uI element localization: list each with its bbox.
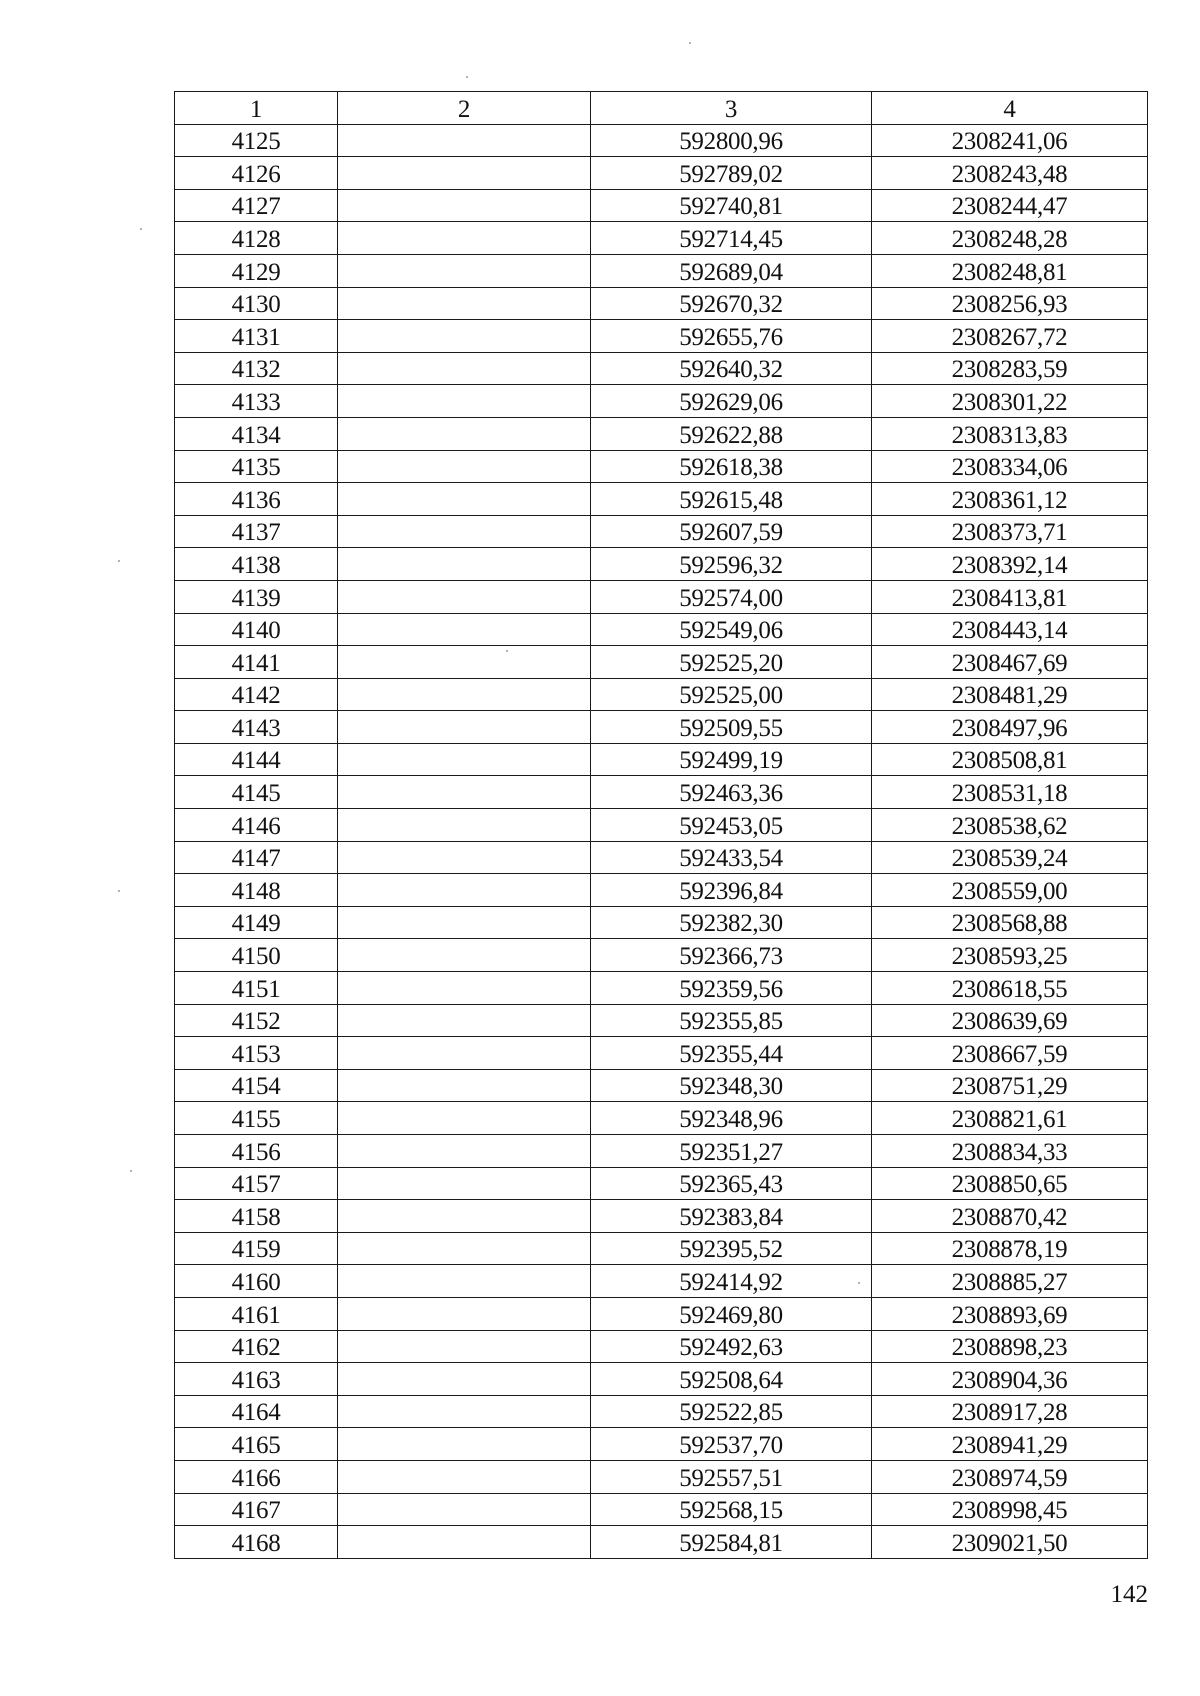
table-row (175, 874, 1148, 907)
table-row (175, 548, 1148, 581)
coordinate-y-cell: 2308497,96 (872, 711, 1148, 744)
point-number-cell: 4168 (175, 1526, 338, 1559)
point-number-cell: 4145 (175, 776, 338, 809)
table-row (175, 1363, 1148, 1396)
coordinate-y-cell: 2308885,27 (872, 1265, 1148, 1298)
coordinate-y-cell: 2308538,62 (872, 809, 1148, 842)
coordinate-x-cell: 592463,36 (591, 776, 872, 809)
table-row (175, 1526, 1148, 1559)
point-number-cell: 4153 (175, 1037, 338, 1070)
description-cell (338, 1330, 591, 1363)
table-row (175, 906, 1148, 939)
coordinate-y-cell: 2308917,28 (872, 1395, 1148, 1428)
coordinate-x-cell: 592596,32 (591, 548, 872, 581)
description-cell (338, 287, 591, 320)
table-row (175, 1004, 1148, 1037)
point-number-cell: 4137 (175, 515, 338, 548)
description-cell (338, 1135, 591, 1168)
table-header (175, 92, 1148, 125)
description-cell (338, 157, 591, 190)
coordinates-table (174, 91, 1148, 1559)
point-number-cell: 4160 (175, 1265, 338, 1298)
description-cell (338, 1395, 591, 1428)
coordinate-y-cell: 2308893,69 (872, 1297, 1148, 1330)
table-row (175, 254, 1148, 287)
table-row (175, 1102, 1148, 1135)
coordinate-x-cell: 592492,63 (591, 1330, 872, 1363)
table-row (175, 939, 1148, 972)
description-cell (338, 809, 591, 842)
description-cell (338, 1037, 591, 1070)
table-row (175, 972, 1148, 1005)
coordinate-y-cell: 2309021,50 (872, 1526, 1148, 1559)
description-cell (338, 515, 591, 548)
description-cell (338, 776, 591, 809)
point-number-cell: 4136 (175, 483, 338, 516)
description-cell (338, 646, 591, 679)
point-number-cell: 4134 (175, 417, 338, 450)
description-cell (338, 450, 591, 483)
coordinate-x-cell: 592537,70 (591, 1428, 872, 1461)
coordinate-y-cell: 2308834,33 (872, 1135, 1148, 1168)
point-number-cell: 4157 (175, 1167, 338, 1200)
scan-speck (506, 650, 508, 652)
coordinate-x-cell: 592382,30 (591, 906, 872, 939)
coordinate-y-cell: 2308443,14 (872, 613, 1148, 646)
table-row (175, 809, 1148, 842)
table-row (175, 385, 1148, 418)
coordinate-x-cell: 592522,85 (591, 1395, 872, 1428)
table-row (175, 287, 1148, 320)
coordinate-x-cell: 592525,00 (591, 678, 872, 711)
table-row (175, 1167, 1148, 1200)
description-cell (338, 1167, 591, 1200)
table-row (175, 1069, 1148, 1102)
description-cell (338, 1460, 591, 1493)
description-cell (338, 906, 591, 939)
point-number-cell: 4126 (175, 157, 338, 190)
table-row (175, 646, 1148, 679)
coordinate-y-cell: 2308256,93 (872, 287, 1148, 320)
table-row (175, 1460, 1148, 1493)
table-row (175, 613, 1148, 646)
coordinate-y-cell: 2308283,59 (872, 352, 1148, 385)
table-row (175, 580, 1148, 613)
description-cell (338, 483, 591, 516)
column-header-2: 2 (338, 92, 591, 125)
description-cell (338, 939, 591, 972)
point-number-cell: 4130 (175, 287, 338, 320)
coordinate-y-cell: 2308361,12 (872, 483, 1148, 516)
description-cell (338, 1004, 591, 1037)
coordinate-y-cell: 2308898,23 (872, 1330, 1148, 1363)
scan-speck (858, 1282, 860, 1284)
column-header-1: 1 (175, 92, 338, 125)
coordinate-y-cell: 2308618,55 (872, 972, 1148, 1005)
coordinate-y-cell: 2308751,29 (872, 1069, 1148, 1102)
coordinate-x-cell: 592607,59 (591, 515, 872, 548)
point-number-cell: 4163 (175, 1363, 338, 1396)
description-cell (338, 841, 591, 874)
table-row (175, 1232, 1148, 1265)
coordinate-x-cell: 592800,96 (591, 124, 872, 157)
point-number-cell: 4161 (175, 1297, 338, 1330)
scan-speck (130, 1170, 132, 1172)
coordinate-y-cell: 2308850,65 (872, 1167, 1148, 1200)
point-number-cell: 4128 (175, 222, 338, 255)
table-row (175, 515, 1148, 548)
scan-speck (466, 76, 468, 78)
description-cell (338, 189, 591, 222)
point-number-cell: 4158 (175, 1200, 338, 1233)
point-number-cell: 4144 (175, 743, 338, 776)
point-number-cell: 4149 (175, 906, 338, 939)
point-number-cell: 4129 (175, 254, 338, 287)
coordinate-y-cell: 2308639,69 (872, 1004, 1148, 1037)
description-cell (338, 580, 591, 613)
coordinate-x-cell: 592509,55 (591, 711, 872, 744)
description-cell (338, 678, 591, 711)
point-number-cell: 4150 (175, 939, 338, 972)
coordinate-x-cell: 592351,27 (591, 1135, 872, 1168)
coordinate-y-cell: 2308373,71 (872, 515, 1148, 548)
description-cell (338, 1069, 591, 1102)
column-header-4: 4 (872, 92, 1148, 125)
coordinate-y-cell: 2308334,06 (872, 450, 1148, 483)
coordinate-x-cell: 592469,80 (591, 1297, 872, 1330)
coordinate-x-cell: 592383,84 (591, 1200, 872, 1233)
description-cell (338, 124, 591, 157)
point-number-cell: 4159 (175, 1232, 338, 1265)
point-number-cell: 4143 (175, 711, 338, 744)
table-row (175, 678, 1148, 711)
point-number-cell: 4152 (175, 1004, 338, 1037)
coordinate-x-cell: 592525,20 (591, 646, 872, 679)
coordinate-x-cell: 592355,44 (591, 1037, 872, 1070)
coordinate-y-cell: 2308313,83 (872, 417, 1148, 450)
coordinate-y-cell: 2308593,25 (872, 939, 1148, 972)
description-cell (338, 352, 591, 385)
point-number-cell: 4133 (175, 385, 338, 418)
point-number-cell: 4151 (175, 972, 338, 1005)
coordinate-x-cell: 592348,96 (591, 1102, 872, 1135)
description-cell (338, 1363, 591, 1396)
coordinate-x-cell: 592740,81 (591, 189, 872, 222)
point-number-cell: 4139 (175, 580, 338, 613)
scan-speck (118, 890, 120, 892)
header-row (175, 92, 1148, 125)
point-number-cell: 4164 (175, 1395, 338, 1428)
coordinate-x-cell: 592568,15 (591, 1493, 872, 1526)
scan-speck (689, 42, 691, 44)
coordinate-x-cell: 592629,06 (591, 385, 872, 418)
point-number-cell: 4127 (175, 189, 338, 222)
coordinate-x-cell: 592499,19 (591, 743, 872, 776)
point-number-cell: 4155 (175, 1102, 338, 1135)
point-number-cell: 4154 (175, 1069, 338, 1102)
table-row (175, 1493, 1148, 1526)
coordinate-y-cell: 2308243,48 (872, 157, 1148, 190)
coordinate-y-cell: 2308301,22 (872, 385, 1148, 418)
coordinate-x-cell: 592348,30 (591, 1069, 872, 1102)
coordinate-x-cell: 592655,76 (591, 320, 872, 353)
coordinate-y-cell: 2308878,19 (872, 1232, 1148, 1265)
coordinate-y-cell: 2308998,45 (872, 1493, 1148, 1526)
point-number-cell: 4140 (175, 613, 338, 646)
point-number-cell: 4135 (175, 450, 338, 483)
table-row (175, 1395, 1148, 1428)
point-number-cell: 4165 (175, 1428, 338, 1461)
coordinate-x-cell: 592574,00 (591, 580, 872, 613)
description-cell (338, 972, 591, 1005)
scan-speck (118, 560, 120, 562)
description-cell (338, 222, 591, 255)
coordinate-y-cell: 2308248,28 (872, 222, 1148, 255)
coordinate-y-cell: 2308904,36 (872, 1363, 1148, 1396)
description-cell (338, 417, 591, 450)
coordinate-x-cell: 592414,92 (591, 1265, 872, 1298)
coordinate-x-cell: 592670,32 (591, 287, 872, 320)
coordinate-x-cell: 592615,48 (591, 483, 872, 516)
table-row (175, 1135, 1148, 1168)
table-row (175, 776, 1148, 809)
point-number-cell: 4142 (175, 678, 338, 711)
table-row (175, 1037, 1148, 1070)
coordinate-x-cell: 592618,38 (591, 450, 872, 483)
point-number-cell: 4131 (175, 320, 338, 353)
coordinate-y-cell: 2308392,14 (872, 548, 1148, 581)
table-row (175, 1428, 1148, 1461)
scan-speck (140, 228, 142, 230)
coordinate-x-cell: 592640,32 (591, 352, 872, 385)
coordinate-y-cell: 2308559,00 (872, 874, 1148, 907)
table-row (175, 189, 1148, 222)
point-number-cell: 4125 (175, 124, 338, 157)
point-number-cell: 4147 (175, 841, 338, 874)
table-row (175, 352, 1148, 385)
coordinate-y-cell: 2308241,06 (872, 124, 1148, 157)
description-cell (338, 1526, 591, 1559)
table-row (175, 1200, 1148, 1233)
column-header-3: 3 (591, 92, 872, 125)
description-cell (338, 1200, 591, 1233)
table-row (175, 841, 1148, 874)
description-cell (338, 548, 591, 581)
coordinate-x-cell: 592355,85 (591, 1004, 872, 1037)
coordinate-y-cell: 2308539,24 (872, 841, 1148, 874)
description-cell (338, 1297, 591, 1330)
description-cell (338, 254, 591, 287)
coordinate-y-cell: 2308467,69 (872, 646, 1148, 679)
coordinate-y-cell: 2308244,47 (872, 189, 1148, 222)
description-cell (338, 385, 591, 418)
point-number-cell: 4138 (175, 548, 338, 581)
coordinate-x-cell: 592453,05 (591, 809, 872, 842)
table-row (175, 743, 1148, 776)
table-row (175, 417, 1148, 450)
description-cell (338, 743, 591, 776)
coordinate-x-cell: 592359,56 (591, 972, 872, 1005)
coordinate-x-cell: 592584,81 (591, 1526, 872, 1559)
point-number-cell: 4148 (175, 874, 338, 907)
coordinate-x-cell: 592714,45 (591, 222, 872, 255)
description-cell (338, 1493, 591, 1526)
table-row (175, 124, 1148, 157)
table-body (175, 124, 1148, 1558)
coordinate-x-cell: 592549,06 (591, 613, 872, 646)
table-row (175, 1330, 1148, 1363)
description-cell (338, 1265, 591, 1298)
coordinate-x-cell: 592395,52 (591, 1232, 872, 1265)
coordinate-x-cell: 592508,64 (591, 1363, 872, 1396)
description-cell (338, 320, 591, 353)
coordinate-x-cell: 592789,02 (591, 157, 872, 190)
description-cell (338, 874, 591, 907)
table-row (175, 222, 1148, 255)
coordinate-y-cell: 2308568,88 (872, 906, 1148, 939)
coordinate-y-cell: 2308508,81 (872, 743, 1148, 776)
point-number-cell: 4156 (175, 1135, 338, 1168)
table-row (175, 483, 1148, 516)
table-row (175, 1297, 1148, 1330)
description-cell (338, 1102, 591, 1135)
coordinate-y-cell: 2308531,18 (872, 776, 1148, 809)
description-cell (338, 613, 591, 646)
point-number-cell: 4146 (175, 809, 338, 842)
table-row (175, 157, 1148, 190)
coordinate-y-cell: 2308870,42 (872, 1200, 1148, 1233)
coordinate-x-cell: 592689,04 (591, 254, 872, 287)
table-row (175, 320, 1148, 353)
coordinate-x-cell: 592365,43 (591, 1167, 872, 1200)
coordinate-y-cell: 2308413,81 (872, 580, 1148, 613)
coordinate-x-cell: 592366,73 (591, 939, 872, 972)
coordinate-y-cell: 2308974,59 (872, 1460, 1148, 1493)
description-cell (338, 711, 591, 744)
coordinate-x-cell: 592433,54 (591, 841, 872, 874)
coordinate-y-cell: 2308481,29 (872, 678, 1148, 711)
coordinate-x-cell: 592622,88 (591, 417, 872, 450)
coordinate-y-cell: 2308941,29 (872, 1428, 1148, 1461)
point-number-cell: 4162 (175, 1330, 338, 1363)
table-row (175, 450, 1148, 483)
description-cell (338, 1232, 591, 1265)
coordinate-y-cell: 2308267,72 (872, 320, 1148, 353)
point-number-cell: 4167 (175, 1493, 338, 1526)
table-row (175, 711, 1148, 744)
coordinate-y-cell: 2308248,81 (872, 254, 1148, 287)
coordinate-x-cell: 592557,51 (591, 1460, 872, 1493)
point-number-cell: 4132 (175, 352, 338, 385)
table-row (175, 1265, 1148, 1298)
point-number-cell: 4141 (175, 646, 338, 679)
coordinate-y-cell: 2308821,61 (872, 1102, 1148, 1135)
coordinate-x-cell: 592396,84 (591, 874, 872, 907)
point-number-cell: 4166 (175, 1460, 338, 1493)
page-number: 142 (1110, 1581, 1148, 1608)
coordinate-y-cell: 2308667,59 (872, 1037, 1148, 1070)
description-cell (338, 1428, 591, 1461)
